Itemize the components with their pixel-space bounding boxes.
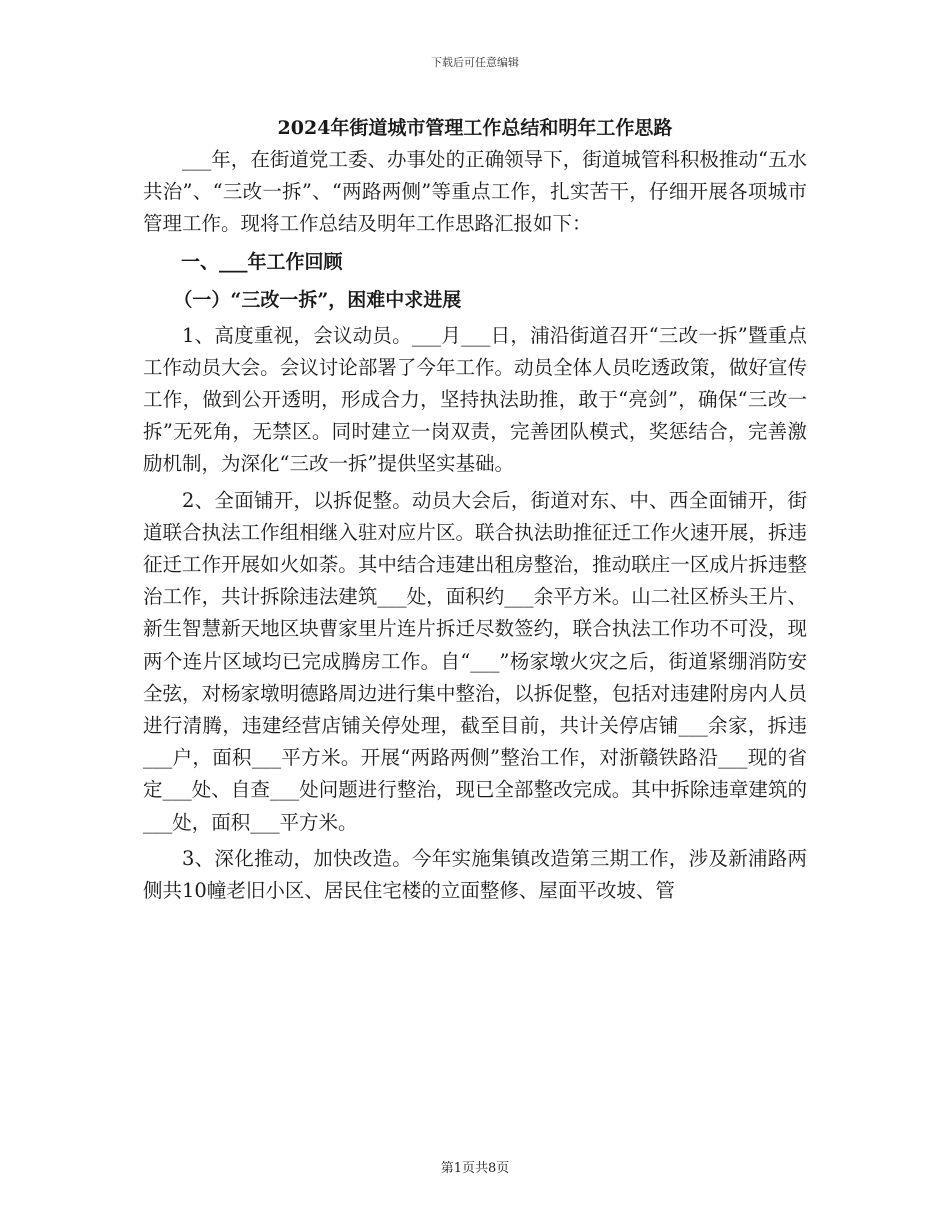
header-note: 下载后可任意编辑 — [431, 56, 519, 69]
body-paragraph-2: 2、全面铺开，以拆促整。动员大会后，街道对东、中、西全面铺开，街道联合执法工作组相继入驻对应片区。联合执法助推征迁工作火速开展，拆违征迁工作开展如火如荼。其中结合违建出租房整治，推动联庄一区成片拆违整治工作，共计拆除违法建筑___处，面积约___余平方米。山二社区桥头王片、新生智慧新天地区块曹家里片连片拆迁尽数签约，联合执法工作功不可没，现两个连片区域均已完成腾房工作。自“___”杨家墩火灾之后，街道紧绷消防安全弦，对杨家墩明德路周边进行集中整治，以拆促整，包括对违建附房内人员进行清腾，违建经营店铺关停处理，截至目前，共计关停店铺___余家，拆违___户，面积___平方米。开展“两路两侧”整治工作，对浙赣铁路沿___现的省定___处、自查___处问题进行整治，现已全部整改完成。其中拆除违章建筑的___处，面积___平方米。 — [143, 488, 807, 834]
body-paragraph-1: 1、高度重视，会议动员。___月___日，浦沿街道召开“三改一拆”暨重点工作动员大会。会议讨论部署了今年工作。动员全体人员吃透政策，做好宣传工作，做到公开透明，形成合力，坚持执法助推，敢于“亮剑”，确保“三改一拆”无死角，无禁区。同时建立一岗双责，完善团队模式，奖惩结合，完善激励机制，为深化“三改一拆”提供坚实基础。 — [143, 323, 807, 476]
body-paragraph-3: 3、深化推动，加快改造。今年实施集镇改造第三期工作，涉及新浦路两侧共10幢老旧小区、居民住宅楼的立面整修、屋面平改坡、管 — [143, 846, 807, 903]
document-body — [143, 112, 807, 907]
intro-paragraph: ___年，在街道党工委、办事处的正确领导下，街道城管科积极推动“五水共治”、“三改一拆”、“两路两侧”等重点工作，扎实苦干，仔细开展各项城市管理工作。现将工作总结及明年工作思路汇报如下： — [143, 148, 807, 236]
subsection-heading: （一）“三改一拆”，困难中求进展 — [173, 288, 462, 311]
section-heading: 一、___年工作回顾 — [181, 250, 343, 273]
page-footer: 第1页共8页 — [440, 1161, 510, 1176]
document-title: 2024年街道城市管理工作总结和明年工作思路 — [277, 117, 673, 139]
